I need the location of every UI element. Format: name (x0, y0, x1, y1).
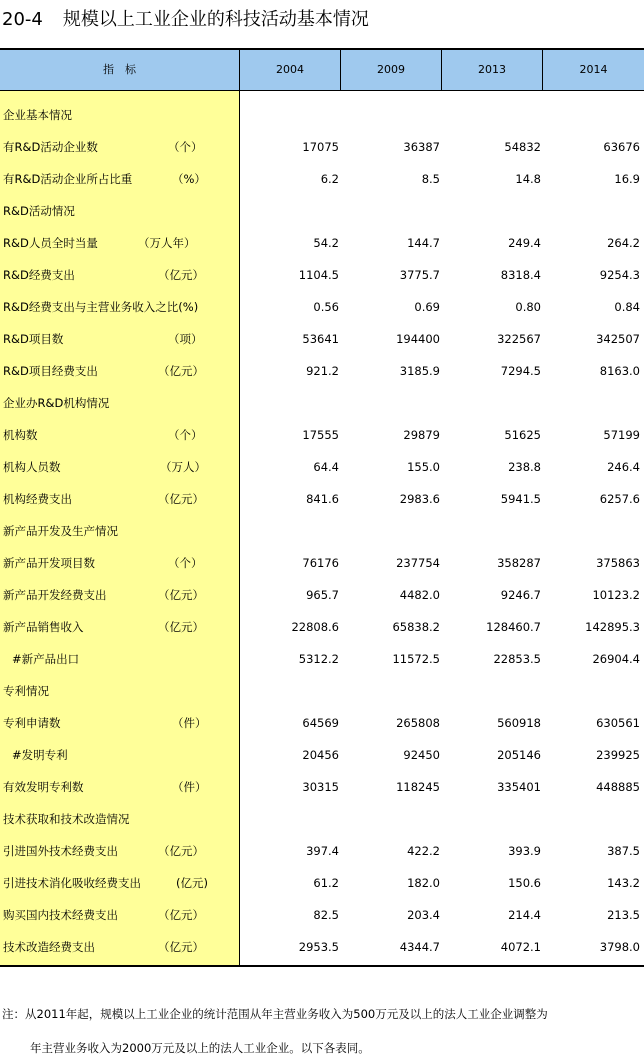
table-body (0, 91, 644, 965)
row-value-2014: 448885 (596, 780, 640, 794)
row-value-2014: 6257.6 (599, 492, 640, 506)
table-row (0, 259, 644, 291)
row-label: 购买国内技术经费支出 (3, 908, 118, 922)
row-unit: （项） (168, 332, 203, 346)
row-label: 有效发明专利数 (3, 780, 84, 794)
table-row (0, 611, 644, 643)
table-row (0, 899, 644, 931)
row-value-2009: 182.0 (407, 876, 440, 890)
table-row (0, 675, 644, 707)
row-unit: （个） (168, 556, 203, 570)
row-value-2009: 155.0 (407, 460, 440, 474)
row-value-2009: 3185.9 (399, 364, 440, 378)
row-value-2014: 213.5 (607, 908, 640, 922)
header-year-2013: 2013 (442, 50, 543, 90)
row-value-2014: 246.4 (607, 460, 640, 474)
table-row (0, 835, 644, 867)
row-value-2009: 3775.7 (399, 268, 440, 282)
row-label: 新产品开发经费支出 (3, 588, 107, 602)
row-unit: （件） (172, 780, 207, 794)
row-value-2014: 142895.3 (585, 620, 640, 634)
header-year-2009: 2009 (341, 50, 442, 90)
row-label: 新产品销售收入 (3, 620, 84, 634)
row-value-2013: 14.8 (515, 172, 541, 186)
row-value-2013: 238.8 (508, 460, 541, 474)
row-unit: （万人年） (138, 236, 196, 250)
row-unit: (亿元) (176, 876, 208, 890)
row-value-2009: 11572.5 (392, 652, 440, 666)
table-row (0, 803, 644, 835)
table-row (0, 99, 644, 131)
table-row (0, 579, 644, 611)
row-value-2013: 150.6 (508, 876, 541, 890)
row-value-2013: 128460.7 (486, 620, 541, 634)
header-year-2004: 2004 (240, 50, 341, 90)
row-value-2013: 0.80 (515, 300, 541, 314)
table-row (0, 323, 644, 355)
row-value-2004: 20456 (302, 748, 339, 762)
row-value-2014: 3798.0 (599, 940, 640, 954)
footnote-line-2: 年主营业务收入为2000万元及以上的法人工业企业。以下各表同。 (30, 1041, 370, 1055)
row-value-2004: 54.2 (313, 236, 339, 250)
row-value-2014: 143.2 (607, 876, 640, 890)
header-indicator: 指 标 (0, 50, 240, 90)
row-value-2013: 249.4 (508, 236, 541, 250)
row-value-2013: 358287 (497, 556, 541, 570)
row-value-2009: 265808 (396, 716, 440, 730)
row-label: R&D项目数 (3, 332, 64, 346)
row-value-2004: 53641 (302, 332, 339, 346)
table-row (0, 867, 644, 899)
row-value-2013: 54832 (504, 140, 541, 154)
row-value-2004: 17555 (302, 428, 339, 442)
row-value-2009: 144.7 (407, 236, 440, 250)
row-value-2009: 237754 (396, 556, 440, 570)
row-value-2009: 194400 (396, 332, 440, 346)
row-value-2013: 322567 (497, 332, 541, 346)
row-label: 企业办R&D机构情况 (3, 396, 110, 410)
row-value-2014: 375863 (596, 556, 640, 570)
row-value-2013: 393.9 (508, 844, 541, 858)
row-value-2013: 205146 (497, 748, 541, 762)
row-value-2009: 2983.6 (399, 492, 440, 506)
row-label: 企业基本情况 (3, 108, 72, 122)
row-value-2014: 264.2 (607, 236, 640, 250)
table-title-text: 规模以上工业企业的科技活动基本情况 (62, 9, 369, 30)
row-value-2009: 92450 (403, 748, 440, 762)
row-value-2009: 118245 (396, 780, 440, 794)
row-value-2004: 22808.6 (291, 620, 339, 634)
row-value-2004: 76176 (302, 556, 339, 570)
row-value-2004: 5312.2 (298, 652, 339, 666)
row-label: 技术改造经费支出 (3, 940, 95, 954)
row-value-2013: 214.4 (508, 908, 541, 922)
row-value-2014: 239925 (596, 748, 640, 762)
row-unit: （%） (172, 172, 206, 186)
row-label: 技术获取和技术改造情况 (3, 812, 130, 826)
row-value-2004: 2953.5 (298, 940, 339, 954)
row-label: 专利情况 (3, 684, 49, 698)
table-row (0, 771, 644, 803)
row-value-2009: 4344.7 (399, 940, 440, 954)
table-row (0, 547, 644, 579)
row-value-2014: 57199 (603, 428, 640, 442)
row-value-2009: 8.5 (421, 172, 440, 186)
row-unit: （亿元） (158, 620, 204, 634)
row-value-2009: 29879 (403, 428, 440, 442)
table-row (0, 355, 644, 387)
row-value-2013: 8318.4 (500, 268, 541, 282)
row-value-2014: 342507 (596, 332, 640, 346)
row-unit: （件） (172, 716, 207, 730)
row-label: 机构数 (3, 428, 38, 442)
table-row (0, 483, 644, 515)
row-value-2004: 841.6 (306, 492, 339, 506)
row-unit: （个） (168, 428, 203, 442)
row-label: R&D活动情况 (3, 204, 75, 218)
row-label: #发明专利 (12, 748, 68, 762)
table-row (0, 643, 644, 675)
row-value-2013: 22853.5 (493, 652, 541, 666)
row-value-2004: 1104.5 (298, 268, 339, 282)
row-value-2004: 61.2 (313, 876, 339, 890)
row-label: R&D经费支出与主营业务收入之比(%) (3, 300, 199, 314)
row-label: 新产品开发项目数 (3, 556, 95, 570)
table-row (0, 291, 644, 323)
row-unit: （亿元） (158, 364, 204, 378)
header-year-2014: 2014 (579, 63, 608, 76)
table-row (0, 419, 644, 451)
row-value-2004: 921.2 (306, 364, 339, 378)
row-value-2004: 82.5 (313, 908, 339, 922)
row-value-2004: 64.4 (313, 460, 339, 474)
table-row (0, 739, 644, 771)
row-label: 有R&D活动企业所占比重 (3, 172, 133, 186)
table-row (0, 195, 644, 227)
row-value-2013: 560918 (497, 716, 541, 730)
row-value-2014: 63676 (603, 140, 640, 154)
row-value-2014: 26904.4 (592, 652, 640, 666)
table-row (0, 227, 644, 259)
row-value-2004: 397.4 (306, 844, 339, 858)
footnote-line-1: 注：从2011年起，规模以上工业企业的统计范围从年主营业务收入为500万元及以上的法人工业企业调整为 (2, 1007, 548, 1021)
row-value-2013: 5941.5 (500, 492, 541, 506)
row-unit: （亿元） (158, 908, 204, 922)
row-label: R&D项目经费支出 (3, 364, 98, 378)
row-value-2004: 6.2 (320, 172, 339, 186)
table-row (0, 707, 644, 739)
row-value-2014: 0.84 (614, 300, 640, 314)
row-label: 引进国外技术经费支出 (3, 844, 118, 858)
row-value-2013: 4072.1 (500, 940, 541, 954)
row-label: 机构经费支出 (3, 492, 72, 506)
row-label: 引进技术消化吸收经费支出 (3, 876, 141, 890)
row-unit: （万人） (160, 460, 206, 474)
row-unit: （亿元） (158, 940, 204, 954)
row-value-2013: 9246.7 (500, 588, 541, 602)
table-row (0, 163, 644, 195)
table-row (0, 515, 644, 547)
table-row (0, 451, 644, 483)
row-label: R&D经费支出 (3, 268, 75, 282)
row-value-2014: 630561 (596, 716, 640, 730)
row-label: 新产品开发及生产情况 (3, 524, 118, 538)
row-value-2004: 30315 (302, 780, 339, 794)
row-label: 机构人员数 (3, 460, 61, 474)
row-value-2014: 387.5 (607, 844, 640, 858)
row-unit: （亿元） (158, 492, 204, 506)
row-value-2009: 422.2 (407, 844, 440, 858)
row-unit: （亿元） (158, 588, 204, 602)
table-row (0, 931, 644, 963)
row-value-2004: 0.56 (313, 300, 339, 314)
row-unit: （个） (168, 140, 203, 154)
row-value-2014: 16.9 (614, 172, 640, 186)
row-value-2004: 17075 (302, 140, 339, 154)
row-value-2009: 65838.2 (392, 620, 440, 634)
row-value-2014: 10123.2 (592, 588, 640, 602)
row-label: #新产品出口 (12, 652, 80, 666)
row-label: 有R&D活动企业数 (3, 140, 98, 154)
bottom-rule (0, 965, 644, 967)
row-value-2009: 0.69 (414, 300, 440, 314)
row-value-2013: 51625 (504, 428, 541, 442)
row-value-2013: 7294.5 (500, 364, 541, 378)
row-unit: （亿元） (158, 268, 204, 282)
table-row (0, 131, 644, 163)
row-value-2013: 335401 (497, 780, 541, 794)
table-number: 20-4 (2, 9, 43, 30)
row-value-2014: 8163.0 (599, 364, 640, 378)
table-title (2, 6, 369, 34)
row-value-2004: 64569 (302, 716, 339, 730)
row-value-2009: 36387 (403, 140, 440, 154)
table-row (0, 387, 644, 419)
row-value-2014: 9254.3 (599, 268, 640, 282)
row-label: R&D人员全时当量 (3, 236, 98, 250)
table-header (0, 50, 644, 91)
row-value-2009: 203.4 (407, 908, 440, 922)
row-value-2009: 4482.0 (399, 588, 440, 602)
row-label: 专利申请数 (3, 716, 61, 730)
row-value-2004: 965.7 (306, 588, 339, 602)
row-unit: （亿元） (158, 844, 204, 858)
